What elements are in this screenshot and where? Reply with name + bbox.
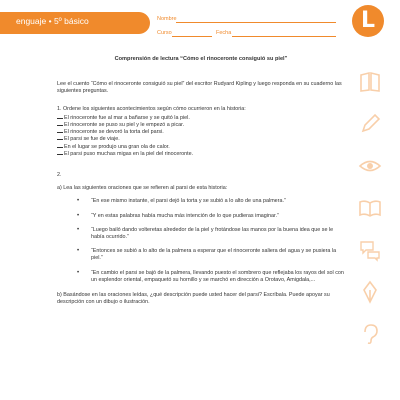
question-1: 1. Ordene los siguientes acontecimientos según cómo ocurrieron en la historia: (57, 105, 246, 112)
question-2b: b) Basándose en las oraciones leídas, ¿qué descripción puede usted hacer del parsi? Escríbala. Puede apoyar su descripción con un dibujo o ilustración. (57, 292, 330, 306)
order-blank[interactable] (57, 132, 63, 133)
eye-icon (358, 154, 382, 178)
open-book-icon (358, 196, 382, 220)
ear-icon (358, 322, 382, 346)
order-blank[interactable] (57, 125, 63, 126)
quote-item: • “En cambio el parsi se bajó de la palmera, llevando puesto el sombrero que reflejaba los rayos del sol con un esplendor oriental, empaquetó su hornillo y se marchó en dirección a Orotavo, Amigdala,... (77, 270, 345, 284)
quote-item: • “En ese mismo instante, el parsi dejó la torta y se subió a lo alto de una palmera.” (77, 198, 345, 205)
order-blank[interactable] (57, 147, 63, 148)
quote-item: • “Entonces se subió a lo alto de la palmera a esperar que el rinoceronte saliera del agua y se pusiera la piel.” (77, 248, 345, 262)
question-2a: a) Lea las siguientes oraciones que se refieren al parsi de esta historia: (57, 185, 228, 192)
pencil-icon (358, 112, 382, 136)
order-blank[interactable] (57, 118, 63, 119)
ordering-item[interactable]: El rinoceronte fue al mar a bañarse y se quitó la piel. (57, 115, 345, 122)
pen-nib-icon (358, 280, 382, 304)
instructions: Lee el cuento “Cómo el rinoceronte consiguió su piel” del escritor Rudyard Kipling y luego responda en su cuaderno las siguientes preguntas. (57, 81, 342, 95)
ordering-item[interactable]: El rinoceronte se devoró la torta del parsi. (57, 129, 345, 136)
curso-label: Curso (157, 30, 172, 36)
worksheet-header (0, 0, 400, 48)
curso-line[interactable] (172, 36, 212, 37)
quote-item: • “Y en estas palabras había mucha más intención de lo que pudieras imaginar.” (77, 213, 345, 220)
ordering-item[interactable]: En el lugar se produjo una gran ola de calor. (57, 144, 345, 151)
book-icon (358, 70, 382, 94)
ordering-item[interactable]: El parsi se fue de viaje. (57, 136, 345, 143)
nombre-line[interactable] (176, 22, 336, 23)
quote-item: • “Luego bailó dando volteretas alrededor de la piel y frotándose las manos por la buena idea que se le había ocurrido.” (77, 227, 345, 241)
fecha-line[interactable] (232, 36, 336, 37)
ordering-list (57, 115, 345, 158)
worksheet-body (57, 56, 345, 316)
fecha-label: Fecha (216, 30, 232, 36)
ordering-item[interactable]: El rinoceronte se puso su piel y le empezó a picar. (57, 122, 345, 129)
speech-bubbles-icon (358, 238, 382, 262)
question-2-number: 2. (57, 172, 62, 179)
nombre-label: Nombre (157, 16, 177, 22)
subject-logo: L (352, 5, 384, 37)
ordering-item[interactable]: El parsi puso muchas migas en la piel del rinoceronte. (57, 151, 345, 158)
quote-list (77, 198, 345, 284)
order-blank[interactable] (57, 139, 63, 140)
decorative-sidebar (352, 70, 388, 380)
subject-label: enguaje • 5º básico (16, 16, 89, 26)
page-title: Comprensión de lectura “Cómo el rinoceronte consiguió su piel” (114, 56, 288, 62)
order-blank[interactable] (57, 154, 63, 155)
